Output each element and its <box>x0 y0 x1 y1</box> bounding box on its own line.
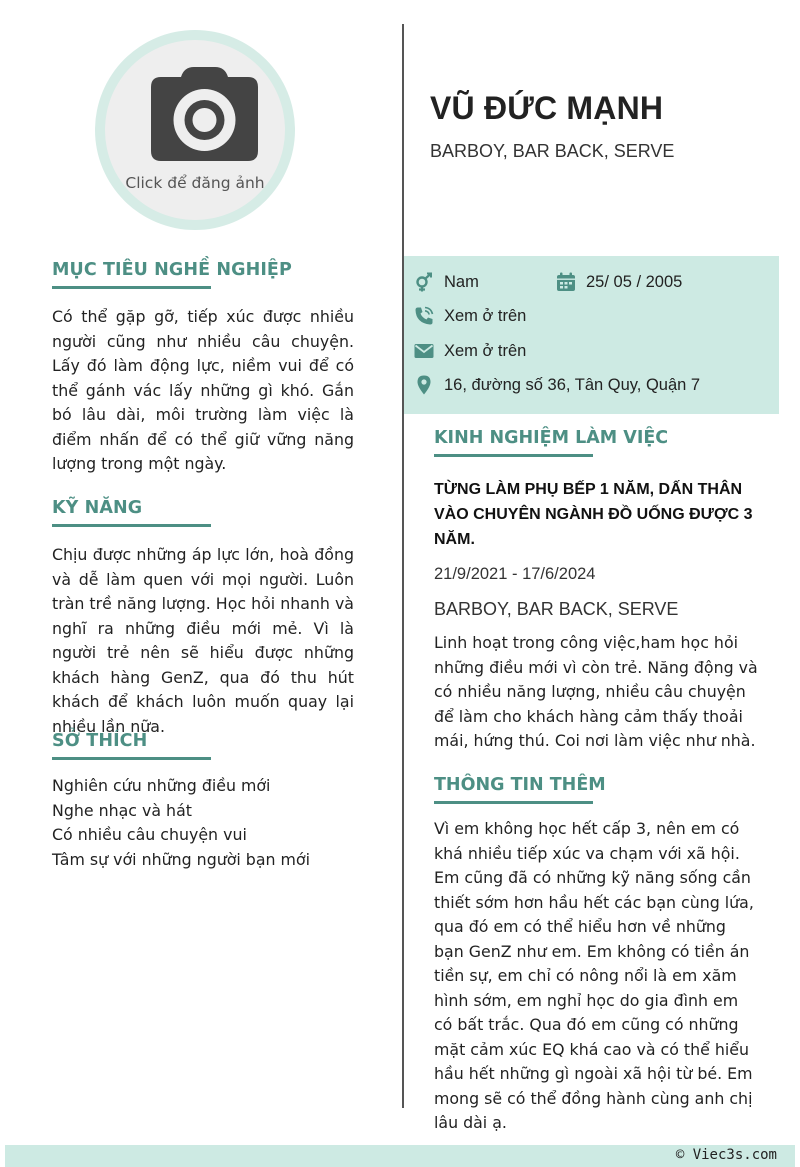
skills-rule <box>52 524 211 527</box>
address-value: 16, đường số 36, Tân Quy, Quận 7 <box>444 375 701 394</box>
objective-rule <box>52 286 211 289</box>
location-icon <box>414 375 434 395</box>
hobbies-rule <box>52 757 211 760</box>
objective-text: Có thể gặp gỡ, tiếp xúc được nhiều người cũng như nhiều câu chuyện. Lấy đó làm động lực, niềm vui để có thể gánh vác lấy những gì khó. Gắn bó lâu dài, môi trường làm việc là điểm nhấn để có thể giữ vững năng lượng trong một ngày. <box>52 307 354 473</box>
experience-company: TỪNG LÀM PHỤ BẾP 1 NĂM, DẤN THÂN VÀO CHUYÊN NGÀNH ĐỒ UỐNG ĐƯỢC 3 NĂM. <box>434 481 753 548</box>
candidate-name: VŨ ĐỨC MẠNH <box>430 90 664 126</box>
gender-icon <box>414 272 434 292</box>
contact-gender <box>414 272 479 292</box>
contact-email <box>414 341 526 361</box>
camera-icon <box>151 67 258 161</box>
email-icon <box>414 341 434 361</box>
phone-icon <box>414 306 434 326</box>
experience-description: Linh hoạt trong công việc,ham học hỏi những điều mới vì còn trẻ. Năng động và có nhiều năng lượng, nhiều câu chuyện để làm cho khách hàng cảm thấy thoải mái, hứng thú. Coi nơi làm việc như nhà. <box>434 633 758 750</box>
additional-rule <box>434 801 593 804</box>
footer-bar <box>5 1145 795 1167</box>
hobby-item: Tâm sự với những người bạn mới <box>52 849 310 869</box>
skills-text: Chịu được những áp lực lớn, hoà đồng và dễ làm quen với mọi người. Luôn tràn trề năng lượng. Học hỏi nhanh và nghĩ ra những điều mới mẻ. Vì là người trẻ nên sẽ hiểu được những khách hàng GenZ, qua đó thu hút khách để khách luôn muốn quay lại nhiều lần nữa. <box>52 545 354 736</box>
hobbies-list <box>52 774 354 872</box>
email-value: Xem ở trên <box>444 341 527 360</box>
skills-heading: KỸ NĂNG <box>52 498 143 518</box>
contact-panel <box>404 256 779 414</box>
dob-value: 25/ 05 / 2005 <box>586 272 683 291</box>
additional-section <box>434 775 759 1136</box>
experience-heading: KINH NGHIỆM LÀM VIỆC <box>434 428 669 448</box>
hobby-item: Nghiên cứu những điều mới <box>52 776 271 795</box>
avatar-placeholder[interactable] <box>105 40 285 220</box>
hobby-item: Có nhiều câu chuyện vui <box>52 825 247 844</box>
phone-value: Xem ở trên <box>444 306 527 325</box>
contact-address <box>414 375 700 395</box>
hobbies-section <box>52 731 354 872</box>
experience-dates: 21/9/2021 - 17/6/2024 <box>434 565 596 583</box>
additional-text: Vì em không học hết cấp 3, nên em có khá nhiều tiếp xúc va chạm với xã hội. Em cũng đã có những kỹ năng sống cần thiết sớm hơn hầu hết các bạn cùng lứa, qua đó em có thể hiểu hơn về những bạn GenZ như em. Em không có tiền án tiền sự, em chỉ có nông nổi là em xăm hình sớm, em nghỉ học do gia đình em có bất trắc. Qua đó em cũng có những mặt cảm xúc EQ khá cao và có thể hiểu hầu hết những gì ngoài xã hội từ bé. Em mong sẽ có thể đồng hành cùng anh chị lâu dài ạ. <box>434 819 754 1132</box>
avatar-caption: Click để đăng ảnh <box>125 174 265 192</box>
objective-section <box>52 260 354 477</box>
experience-rule <box>434 454 593 457</box>
hobby-item: Nghe nhạc và hát <box>52 800 192 820</box>
hobbies-heading: SỞ THÍCH <box>52 731 148 751</box>
additional-heading: THÔNG TIN THÊM <box>434 775 606 795</box>
avatar-upload[interactable] <box>95 30 295 230</box>
skills-section <box>52 498 354 739</box>
objective-heading: MỤC TIÊU NGHỀ NGHIỆP <box>52 260 292 280</box>
experience-section <box>434 428 759 754</box>
calendar-icon <box>556 272 576 292</box>
contact-dob <box>556 272 682 292</box>
column-divider <box>402 24 404 1108</box>
footer-copyright: © Viec3s.com <box>675 1147 777 1163</box>
contact-phone <box>414 306 526 326</box>
experience-role: BARBOY, BAR BACK, SERVE <box>434 599 679 619</box>
gender-value: Nam <box>444 272 479 291</box>
candidate-title: BARBOY, BAR BACK, SERVE <box>430 141 675 161</box>
